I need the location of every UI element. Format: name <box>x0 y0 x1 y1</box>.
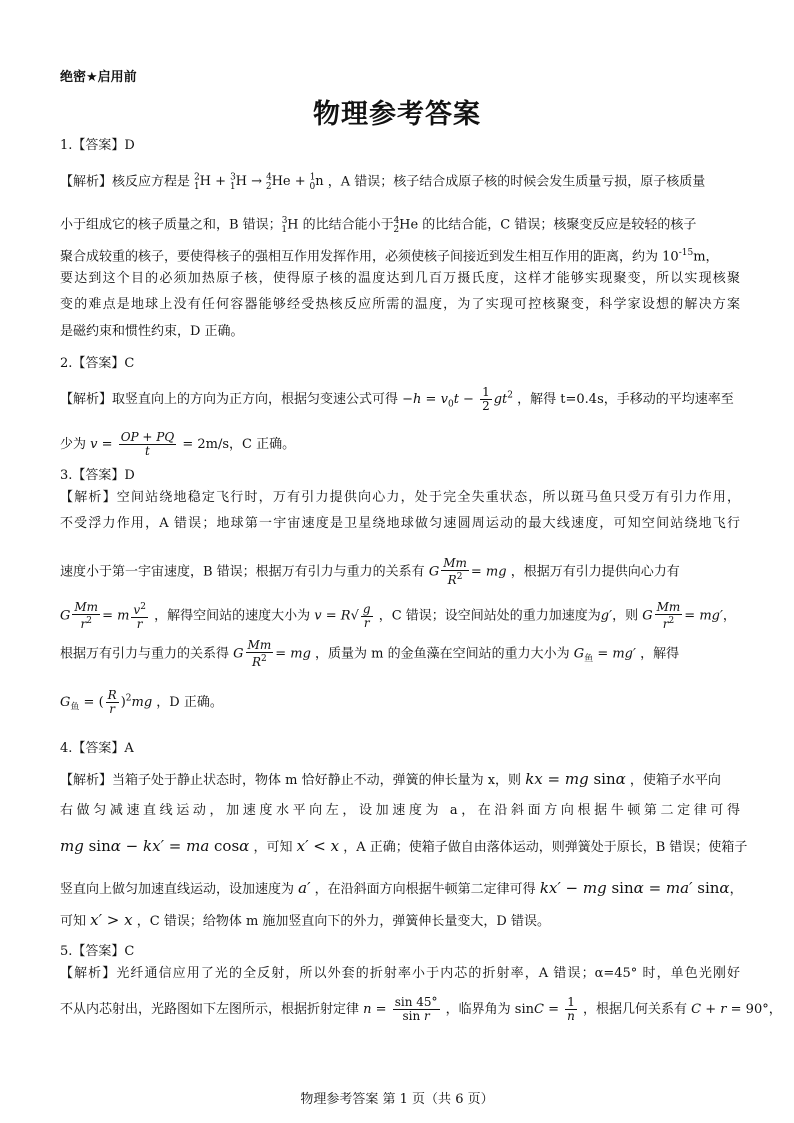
q4-line3: mg sinα − kx′ = ma cosα ，可知 x′ < x ，A 正确；使箱子做自由落体运动，则弹簧处于原长，B 错误；使箱子 <box>60 837 748 855</box>
page-footer: 物理参考答案 第 1 页（共 6 页） <box>300 1092 494 1107</box>
q5-line1: 【解析】光纤通信应用了光的全反射，所以外套的折射率小于内芯的折射率，A 错误；α=45° 时，单色光刚好 <box>60 966 740 981</box>
q1-line3: 聚合成较重的核子，要使得核子的强相互作用发挥作用，必须使核子间接近到发生相互作用的距离，约为 $10^{-15}m$， <box>60 248 719 265</box>
nuclear-equation: $^2_1$H + $^3_1$H → $^4_2$He + $^1_0$n <box>193 173 324 192</box>
q3-line1: 【解析】空间站绕地稳定飞行时，万有引力提供向心力，处于完全失重状态，所以斑马鱼只受万有引力作用， <box>60 490 740 505</box>
kinematics-formula: $-h = v_0t$ − $\frac{1}{2}$ $gt^2$ <box>402 385 514 413</box>
q1-line2: 小于组成它的核子质量之和，B 错误；$^3_1$H 的比结合能小于$^4_2$He 的比结合能，C 错误；核聚变反应是较轻的核子 <box>60 216 697 235</box>
q1-line4: 要达到这个目的必须加热原子核，使得原子核的温度达到几百万摄氏度，这样才能够实现聚变，所以实现核聚 <box>60 271 740 286</box>
q2-line1: 【解析】取竖直向上的方向为正方向，根据匀变速公式可得 $-h = v_0t$ − $\frac{1}{2}$ $gt^2$ ，解得 t=0.4s，手移动的平均速率至 <box>60 385 734 413</box>
q5-answer: 5.【答案】C <box>60 944 135 959</box>
q2-answer: 2.【答案】C <box>60 356 135 371</box>
q1-line6: 是磁约束和惯性约束，D 正确。 <box>60 324 244 339</box>
q4-line1: 【解析】当箱子处于静止状态时，物体 m 恰好静止不动，弹簧的伸长量为 x，则 kx = mg sinα ，使箱子水平向 <box>60 770 721 788</box>
q5-line2: 不从内芯射出，光路图如下左图所示，根据折射定律 n = $\frac{\sin 45^\circ}{\text{sin r}}$ ，临界角为 sinC = $\frac{1}{n}$ ，根据几何关系有 C + r = 90°， <box>60 995 782 1023</box>
page-title: 物理参考答案 <box>313 99 481 130</box>
q1-line5: 变的难点是地球上没有任何容器能够经受热核反应所需的温度，为了实现可控核聚变，科学家设想的解决方案 <box>60 297 740 312</box>
q3-answer: 3.【答案】D <box>60 468 135 483</box>
q4-line2: 右做匀减速直线运动，加速度水平向左，设加速度为 a，在沿斜面方向根据牛顿第二定律可得 <box>60 803 740 818</box>
q2-line2: 少为 v = $\frac{OP + PQ}{t}$ = 2m/s，C 正确。 <box>60 430 296 458</box>
q3-line6: $G_鱼$ = ( $\frac{R}{r}$ )$^2$mg ，D 正确。 <box>60 688 223 716</box>
q3-line5: 根据万有引力与重力的关系得 G $\frac{Mm}{R^2}$ = mg ，质量为 m 的金鱼藻在空间站的重力大小为 $G_鱼 = mg'$ ，解得 <box>60 638 680 669</box>
q3-line4: G $\frac{Mm}{r^2}$ = m $\frac{v^2}{r}$ ，解得空间站的速度大小为 v = R√ $\frac{g}{r}$ ，C 错误；设空间站处的重力加速度为g′，则 G $\frac{Mm}{r^2}$ = mg′， <box>60 600 736 631</box>
q1-answer: 1.【答案】D <box>60 138 135 153</box>
q4-line5: 可知 x′ > x ，C 错误；给物体 m 施加竖直向下的外力，弹簧伸长量变大，D 错误。 <box>60 911 550 929</box>
q4-line4: 竖直向上做匀加速直线运动，设加速度为 a′ ，在沿斜面方向根据牛顿第二定律可得 kx′ − mg sinα = ma′ sinα， <box>60 879 743 897</box>
q3-line3: 速度小于第一宇宙速度，B 错误；根据万有引力与重力的关系有 G $\frac{Mm}{R^2}$ = mg ，根据万有引力提供向心力有 <box>60 556 680 587</box>
q4-answer: 4.【答案】A <box>60 741 134 756</box>
q3-line2: 不受浮力作用，A 错误；地球第一宇宙速度是卫星绕地球做匀速圆周运动的最大线速度，可知空间站绕地飞行 <box>60 516 740 531</box>
secret-label: 绝密★启用前 <box>60 70 137 85</box>
q1-line1: 【解析】核反应方程是 $^2_1$H + $^3_1$H → $^4_2$He + $^1_0$n ，A 错误；核子结合成原子核的时候会发生质量亏损，原子核质量 <box>60 173 706 192</box>
